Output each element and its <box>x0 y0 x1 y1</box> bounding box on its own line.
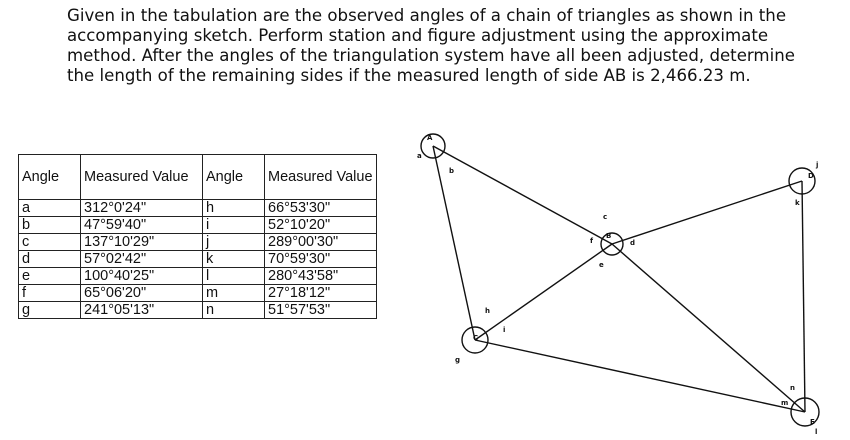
angle-j-label: j <box>816 161 819 169</box>
value-cell: 312°0'24" <box>81 200 203 217</box>
angle-cell: c <box>19 234 81 251</box>
value-cell: 289°00'30" <box>265 234 377 251</box>
value-cell: 51°57'53" <box>265 302 377 319</box>
station-a-label: A <box>427 134 433 142</box>
angle-cell: b <box>19 217 81 234</box>
angle-cell: n <box>203 302 265 319</box>
station-b-label: B <box>606 232 612 240</box>
angle-cell: h <box>203 200 265 217</box>
table-row <box>19 285 377 302</box>
angle-cell: j <box>203 234 265 251</box>
angle-cell: a <box>19 200 81 217</box>
table-header-row <box>19 155 377 200</box>
angle-k-label: k <box>795 199 800 207</box>
angle-h-label: h <box>485 307 490 315</box>
angle-c-label: c <box>603 213 608 221</box>
table-row <box>19 268 377 285</box>
table-row <box>19 234 377 251</box>
value-cell: 52°10'20" <box>265 217 377 234</box>
angle-cell: l <box>203 268 265 285</box>
angle-a-label: a <box>417 152 422 160</box>
value-cell: 241°05'13" <box>81 302 203 319</box>
angle-e-label: e <box>599 261 604 269</box>
station-e-label: E <box>810 418 815 426</box>
angle-b-label: b <box>449 167 455 175</box>
header-measured-value: Measured Value <box>81 155 203 200</box>
angle-f-label: f <box>590 237 594 245</box>
triangulation-sketch <box>395 118 835 438</box>
station-c-label: C <box>473 334 479 342</box>
observed-angles-table <box>18 154 377 319</box>
angle-cell: i <box>203 217 265 234</box>
line-b-d <box>612 181 802 244</box>
angle-cell: m <box>203 285 265 302</box>
line-a-b <box>433 146 612 244</box>
line-d-e <box>802 181 805 412</box>
line-b-e <box>612 244 805 412</box>
angle-cell: g <box>19 302 81 319</box>
line-c-b <box>475 244 612 340</box>
line-c-e <box>475 340 805 412</box>
table-row <box>19 251 377 268</box>
angle-cell: k <box>203 251 265 268</box>
problem-statement: Given in the tabulation are the observed angles of a chain of triangles as shown in the accompanying sketch. Perform station and figure adjustment using the approximate method. After the angles of the triangulation system have all been adjusted, determine the length of the remaining sides if the measured length of side AB is 2,466.23 m. <box>67 6 795 85</box>
table-row <box>19 217 377 234</box>
angle-cell: f <box>19 285 81 302</box>
value-cell: 137°10'29" <box>81 234 203 251</box>
header-measured-value: Measured Value <box>265 155 377 200</box>
value-cell: 27°18'12" <box>265 285 377 302</box>
angle-cell: e <box>19 268 81 285</box>
value-cell: 57°02'42" <box>81 251 203 268</box>
angle-l-label: l <box>815 428 818 436</box>
angle-g-label: g <box>455 356 461 364</box>
table-row <box>19 302 377 319</box>
value-cell: 47°59'40" <box>81 217 203 234</box>
header-angle: Angle <box>203 155 265 200</box>
value-cell: 66°53'30" <box>265 200 377 217</box>
header-angle: Angle <box>19 155 81 200</box>
station-d-label: D <box>808 172 814 180</box>
angle-d-label: d <box>630 239 636 247</box>
angle-m-label: m <box>781 399 789 407</box>
line-a-c <box>433 146 475 340</box>
value-cell: 280°43'58" <box>265 268 377 285</box>
value-cell: 65°06'20" <box>81 285 203 302</box>
angle-n-label: n <box>790 384 795 392</box>
angle-i-label: i <box>503 326 506 334</box>
table-row <box>19 200 377 217</box>
angle-cell: d <box>19 251 81 268</box>
value-cell: 100°40'25" <box>81 268 203 285</box>
value-cell: 70°59'30" <box>265 251 377 268</box>
